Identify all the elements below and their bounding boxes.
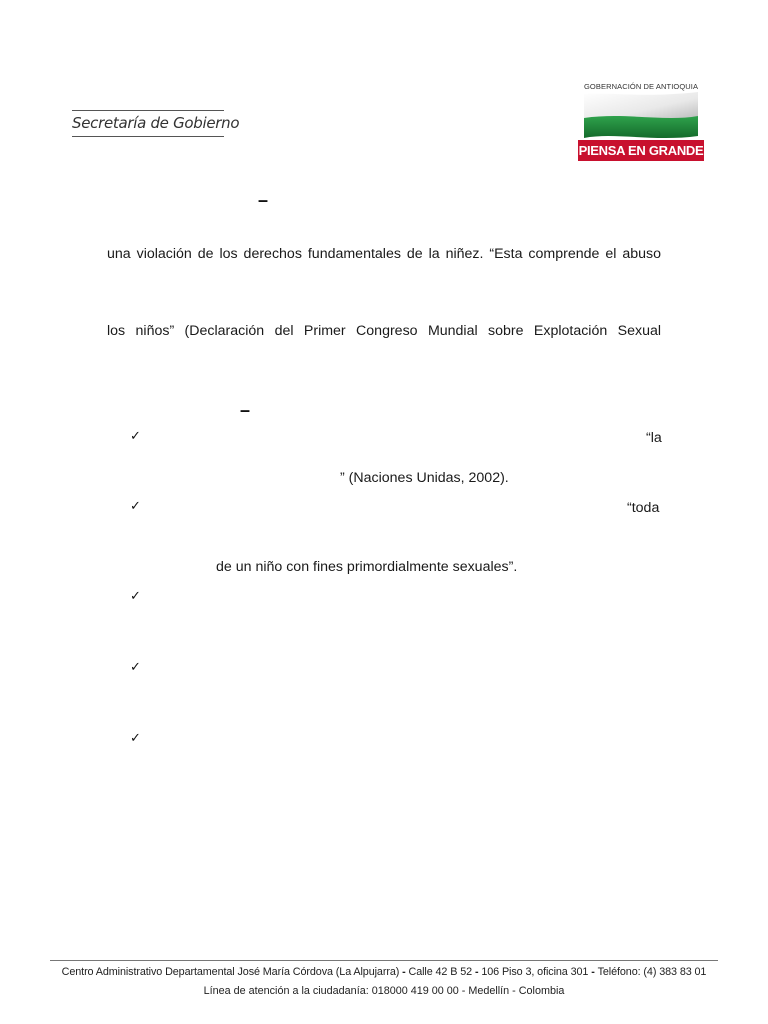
department-header	[72, 110, 240, 137]
bullet-1-continuation: ” (Naciones Unidas, 2002).	[340, 470, 509, 486]
check-icon: ✓	[130, 499, 141, 514]
footer-separator: -	[588, 966, 598, 978]
footer-phone: Teléfono: (4) 383 83 01	[597, 966, 707, 978]
footer-address-street: Calle 42 B 52	[408, 966, 473, 978]
paragraph-line-2: los niños” (Declaración del Primer Congreso Mundial sobre Explotación Sexual	[107, 323, 661, 339]
footer-separator: -	[399, 966, 409, 978]
check-icon: ✓	[130, 660, 141, 675]
check-icon: ✓	[130, 429, 141, 444]
department-name: Secretaría de Gobierno	[72, 114, 240, 132]
check-icon: ✓	[130, 589, 141, 604]
bullet-2-tail: “toda	[627, 500, 660, 516]
footer-separator: -	[472, 966, 482, 978]
paragraph-line-1: una violación de los derechos fundamentales de la niñez. “Esta comprende el abuso	[107, 246, 661, 262]
logo-title: GOBERNACIÓN DE ANTIOQUIA	[584, 82, 699, 91]
gobernacion-logo	[578, 80, 704, 162]
antioquia-flag-icon	[584, 92, 698, 140]
footer-divider	[50, 960, 718, 961]
footer-hotline: Línea de atención a la ciudadanía: 018000 419 00 00 - Medellín - Colombia	[203, 985, 565, 997]
footer-address	[0, 966, 768, 978]
dash-mark-2: –	[240, 400, 251, 420]
bullet-2-continuation: de un niño con fines primordialmente sexuales”.	[216, 559, 518, 575]
bullet-1-tail: “la	[646, 430, 662, 446]
dash-mark-1: –	[258, 190, 269, 210]
slogan-badge: PIENSA EN GRANDE	[578, 140, 704, 161]
check-icon: ✓	[130, 731, 141, 746]
footer-address-office: 106 Piso 3, oficina 301	[481, 966, 589, 978]
footer-address-center: Centro Administrativo Departamental José María Córdova (La Alpujarra)	[61, 966, 400, 978]
